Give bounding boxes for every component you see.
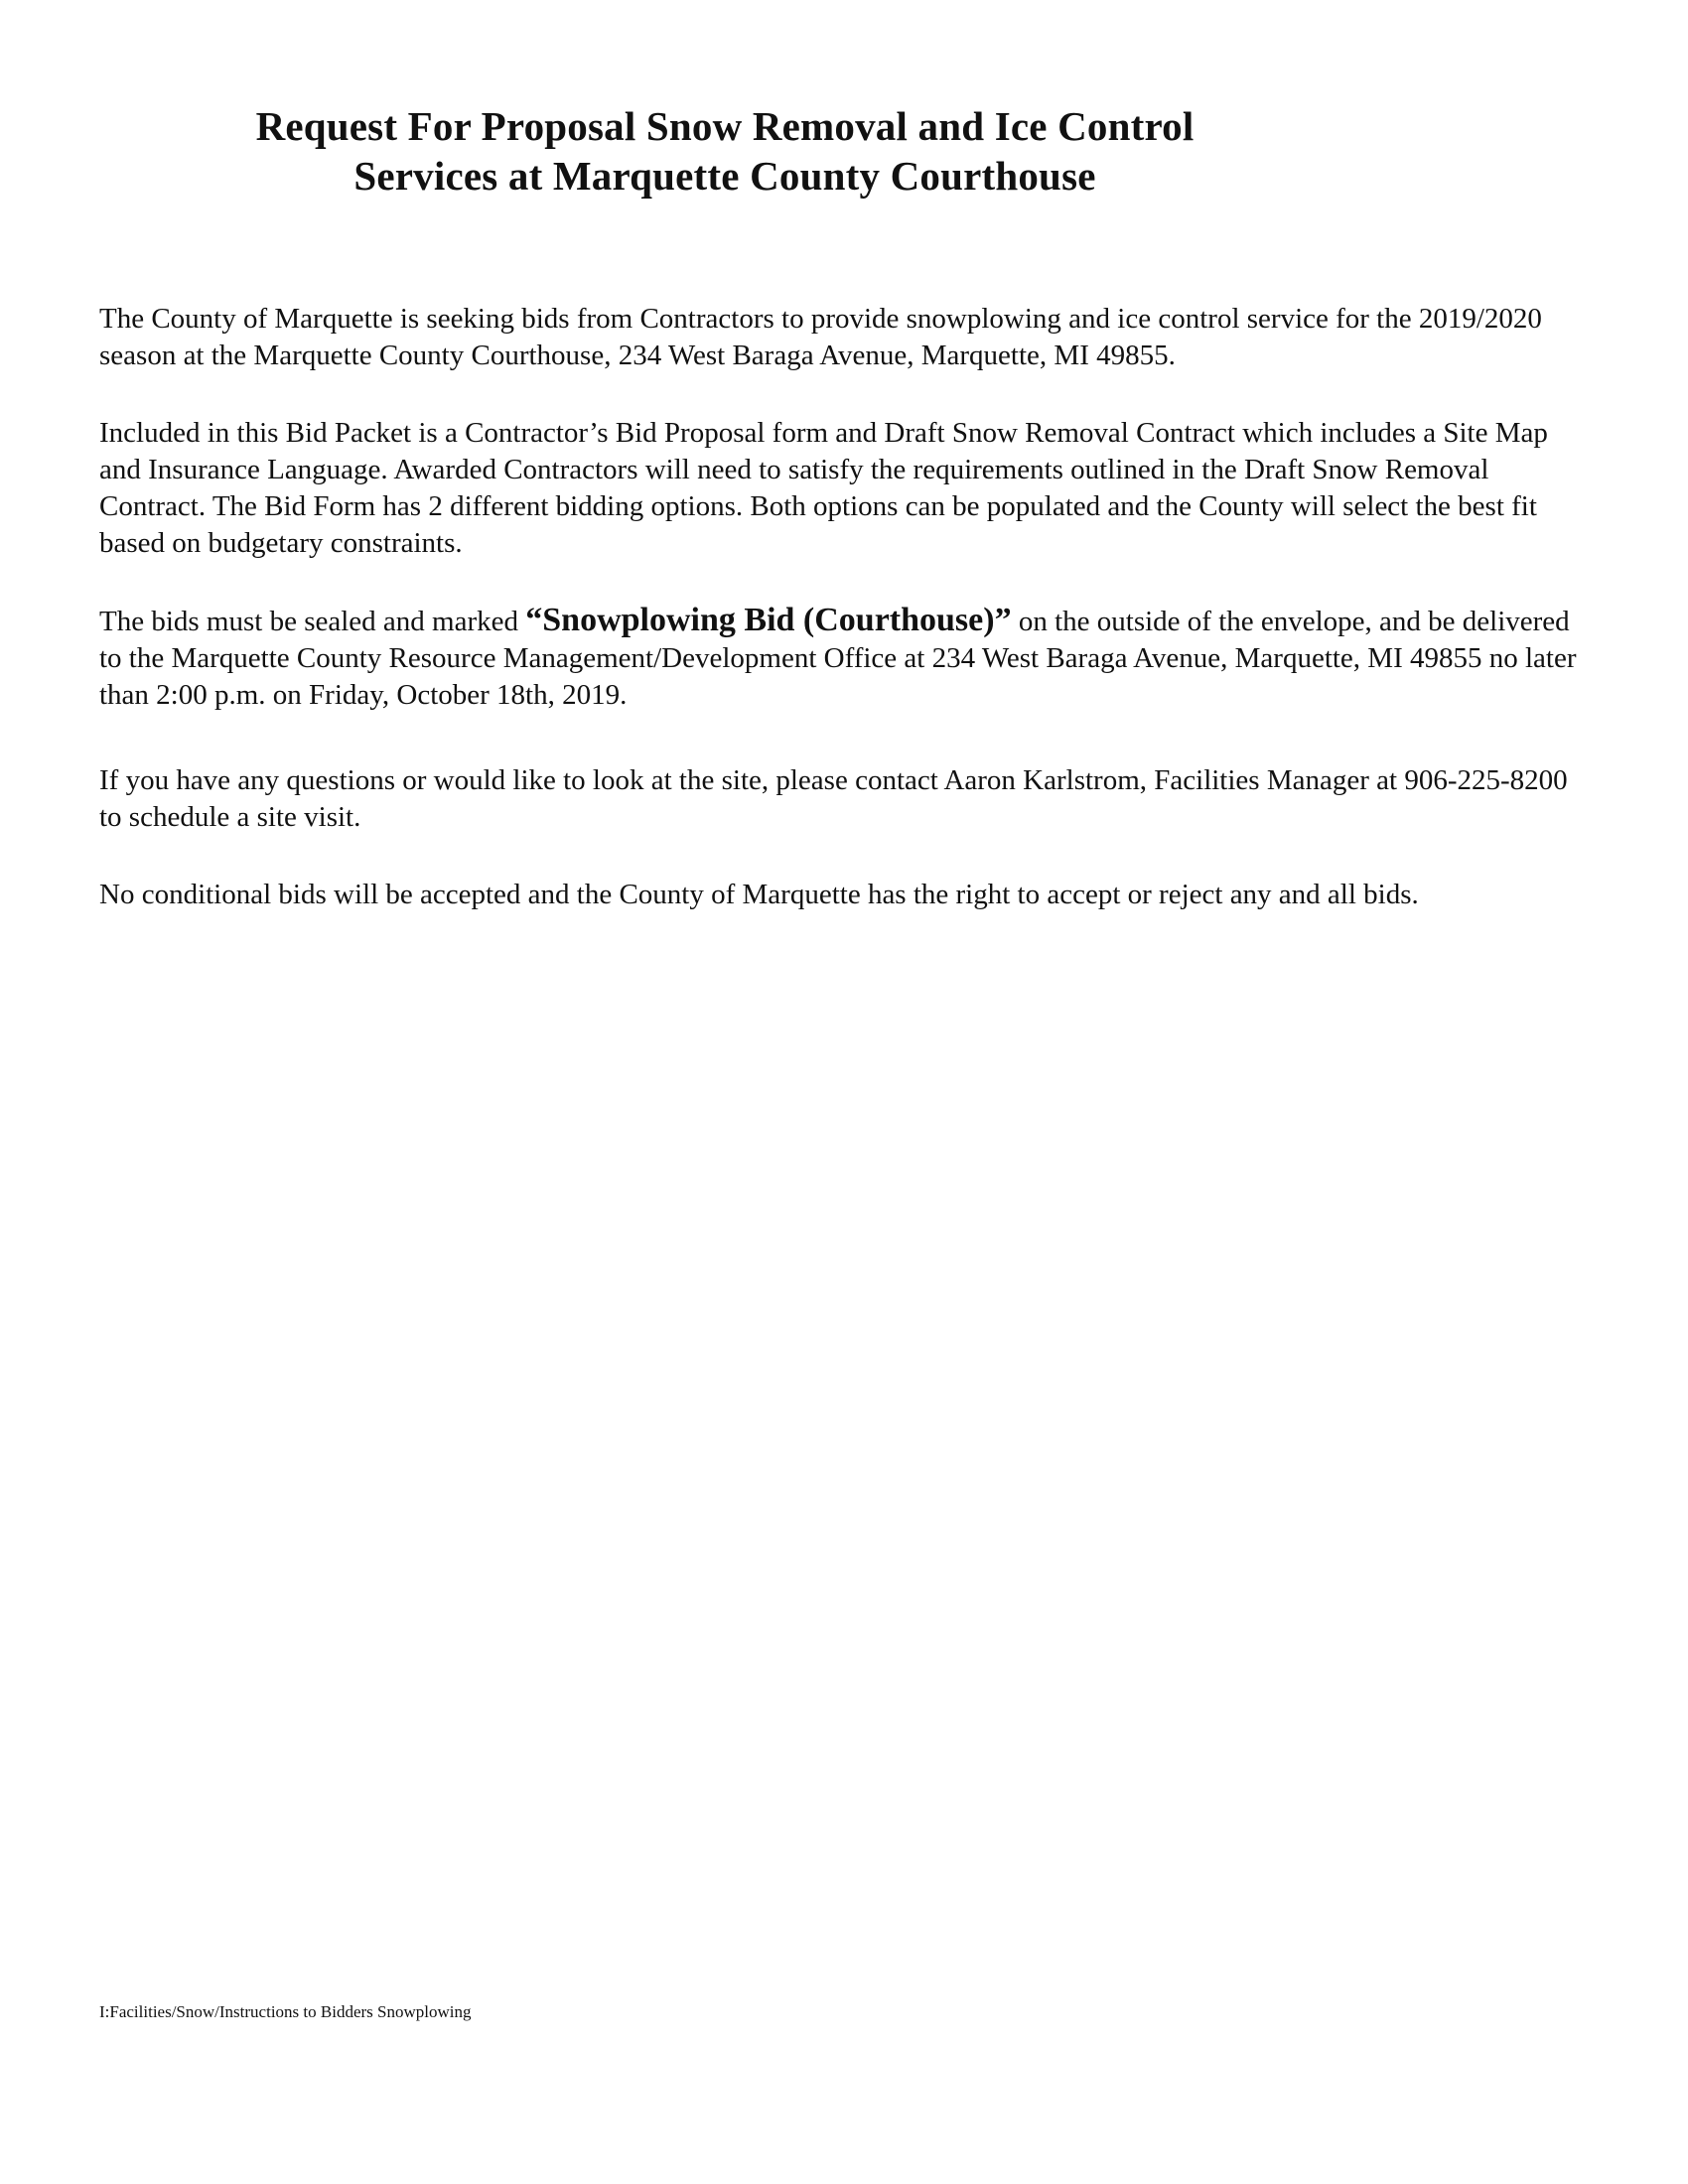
document-title-line-2: Services at Marquette County Courthouse — [353, 153, 1096, 199]
conditions-paragraph: No conditional bids will be accepted and the County of Marquette has the right to accept or reject any and all bids. — [99, 879, 1419, 910]
intro-paragraph: The County of Marquette is seeking bids from Contractors to provide snowplowing and ice control service for the 2019/2020 season at the Marquette County Courthouse, 234 West Baraga Avenue, Marquette, MI 49855. — [99, 303, 1542, 371]
bid-packet-paragraph: Included in this Bid Packet is a Contractor’s Bid Proposal form and Draft Snow Removal Contract which includes a Site Map and Insurance Language. Awarded Contractors will need to satisfy the requirements outlined in the Draft Snow Removal Contract. The Bid Form has 2 different bidding options. Both options can be populated and the County will select the best fit based on budgetary constraints. — [99, 417, 1548, 559]
delivery-text-before: The bids must be sealed and marked — [99, 606, 526, 637]
delivery-text-after: on the outside of the envelope, and be delivered to the Marquette County Resource Management/Development Office at 234 West Baraga Avenue, Marquette, MI 49855 no later than 2:00 p.m. on Friday, October 18th, 2019. — [99, 606, 1577, 711]
envelope-marking-label: “Snowplowing Bid (Courthouse)” — [525, 602, 1012, 638]
delivery-paragraph — [99, 602, 1589, 714]
footer-file-path: I:Facilities/Snow/Instructions to Bidders Snowplowing — [99, 2002, 472, 2021]
questions-paragraph: If you have any questions or would like to look at the site, please contact Aaron Karlstrom, Facilities Manager at 906-225-8200 to schedule a site visit. — [99, 764, 1568, 833]
document-title-line-1: Request For Proposal Snow Removal and Ice Control — [255, 103, 1195, 149]
